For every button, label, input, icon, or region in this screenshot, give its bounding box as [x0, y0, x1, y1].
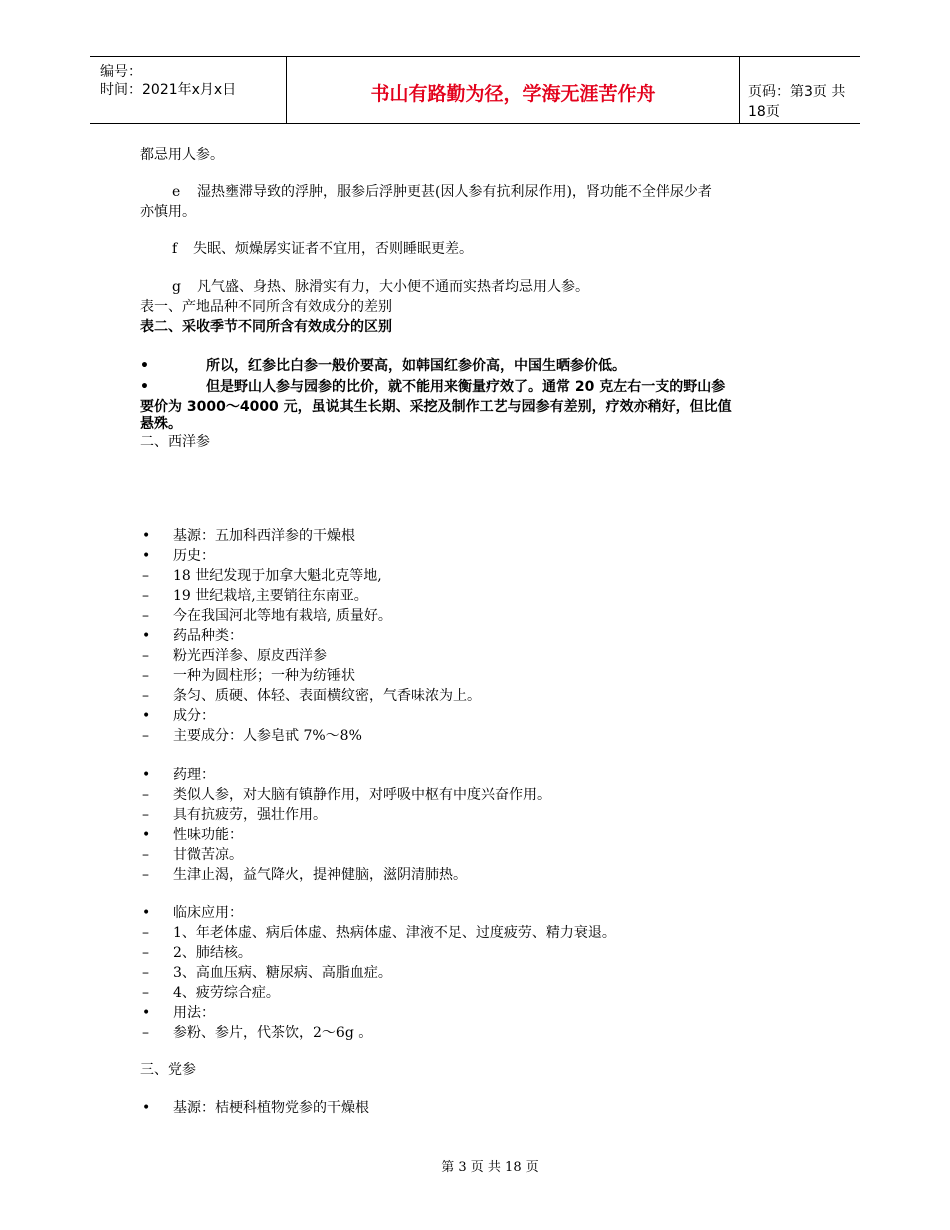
- list-item: 临床应用：: [173, 905, 243, 921]
- bullet-marker: •: [142, 528, 151, 544]
- bullet-marker: •: [140, 379, 149, 395]
- paragraph: 湿热壅滞导致的浮肿，服参后浮肿更甚(因人参有抗利尿作用)，肾功能不全伴尿少者: [197, 184, 712, 200]
- page-footer: 第 3 页 共 18 页: [441, 1160, 539, 1175]
- dash-marker: –: [142, 1025, 149, 1041]
- dash-marker: –: [142, 985, 149, 1001]
- bullet-marker: •: [142, 827, 151, 843]
- dash-marker: –: [142, 648, 149, 664]
- list-item: 4、疲劳综合症。: [173, 985, 280, 1001]
- dash-marker: –: [142, 847, 149, 863]
- list-item: 1、年老体虚、病后体虚、热病体虚、津液不足、过度疲劳、精力衰退。: [173, 925, 616, 941]
- paragraph: 凡气盛、身热、脉滑实有力，大小便不通而实热者均忌用人参。: [197, 279, 589, 295]
- bullet-marker: •: [142, 708, 151, 724]
- paragraph: 亦慎用。: [140, 204, 196, 220]
- list-item: 2、肺结核。: [173, 945, 252, 961]
- paragraph: 所以，红参比白参一般价要高，如韩国红参价高，中国生晒参价低。: [206, 358, 626, 374]
- header-motto-cell: [286, 57, 740, 123]
- paragraph: 基源：桔梗科植物党参的干燥根: [173, 1100, 369, 1116]
- list-marker: g: [172, 279, 181, 295]
- table-caption: 表二、采收季节不同所含有效成分的区别: [140, 319, 392, 335]
- dash-marker: –: [142, 728, 149, 744]
- section-heading: 三、党参: [140, 1062, 196, 1078]
- document-code-label: 编号：: [100, 64, 142, 80]
- paragraph: 悬殊。: [140, 416, 182, 432]
- list-item: 19 世纪栽培,主要销往东南亚。: [173, 588, 368, 604]
- dash-marker: –: [142, 807, 149, 823]
- list-item: 历史：: [173, 548, 215, 564]
- list-item: 成分：: [173, 708, 215, 724]
- header-page-cell: [738, 57, 860, 123]
- list-item: 18 世纪发现于加拿大魁北克等地,: [173, 568, 382, 584]
- list-item: 今在我国河北等地有栽培, 质量好。: [173, 608, 392, 624]
- header-motto: 书山有路勤为径，学海无涯苦作舟: [370, 83, 656, 105]
- list-item: 条匀、质硬、体轻、表面横纹密，气香味浓为上。: [173, 688, 481, 704]
- dash-marker: –: [142, 925, 149, 941]
- dash-marker: –: [142, 787, 149, 803]
- paragraph: 要价为 3000～4000 元，虽说其生长期、采挖及制作工艺与园参有差别，疗效亦稍好，但比值: [140, 399, 732, 415]
- dash-marker: –: [142, 867, 149, 883]
- paragraph: 都忌用人参。: [140, 147, 224, 163]
- list-item: 用法：: [173, 1005, 215, 1021]
- header-meta-cell: [90, 57, 286, 123]
- list-item: 生津止渴，益气降火，提神健脑，滋阴清肺热。: [173, 867, 467, 883]
- list-item: 一种为圆柱形；一种为纺锤状: [173, 668, 355, 684]
- dash-marker: –: [142, 945, 149, 961]
- document-date-label: 时间：2021年x月x日: [100, 82, 237, 98]
- list-marker: e: [172, 184, 181, 200]
- bullet-marker: •: [142, 1005, 151, 1021]
- list-item: 甘微苦凉。: [173, 847, 243, 863]
- bullet-marker: •: [140, 358, 149, 374]
- dash-marker: –: [142, 608, 149, 624]
- table-caption: 表一、产地品种不同所含有效成分的差别: [140, 299, 392, 315]
- list-item: 类似人参，对大脑有镇静作用，对呼吸中枢有中度兴奋作用。: [173, 787, 551, 803]
- list-item: 具有抗疲劳，强壮作用。: [173, 807, 327, 823]
- page-header: [90, 56, 860, 124]
- list-item: 参粉、参片，代茶饮，2～6g 。: [173, 1025, 373, 1041]
- dash-marker: –: [142, 688, 149, 704]
- bullet-marker: •: [142, 628, 151, 644]
- list-item: 药理：: [173, 767, 215, 783]
- list-item: 基源：五加科西洋参的干燥根: [173, 528, 355, 544]
- bullet-marker: •: [142, 767, 151, 783]
- dash-marker: –: [142, 588, 149, 604]
- list-item: 性味功能：: [173, 827, 243, 843]
- list-item: 3、高血压病、糖尿病、高脂血症。: [173, 965, 392, 981]
- section-heading: 二、西洋参: [140, 434, 210, 450]
- paragraph: 失眠、烦燥孱实证者不宜用，否则睡眠更差。: [193, 241, 473, 257]
- dash-marker: –: [142, 668, 149, 684]
- list-item: 粉光西洋参、原皮西洋参: [173, 648, 327, 664]
- dash-marker: –: [142, 568, 149, 584]
- dash-marker: –: [142, 965, 149, 981]
- bullet-marker: •: [142, 548, 151, 564]
- list-marker: f: [172, 241, 178, 257]
- list-item: 主要成分：人参皂甙 7%～8%: [173, 728, 362, 744]
- bullet-marker: •: [142, 905, 151, 921]
- paragraph: 但是野山人参与园参的比价，就不能用来衡量疗效了。通常 20 克左右一支的野山参: [206, 379, 726, 395]
- bullet-marker: •: [142, 1100, 151, 1116]
- list-item: 药品种类：: [173, 628, 243, 644]
- header-page-info: 页码：第3页 共18页: [748, 84, 846, 120]
